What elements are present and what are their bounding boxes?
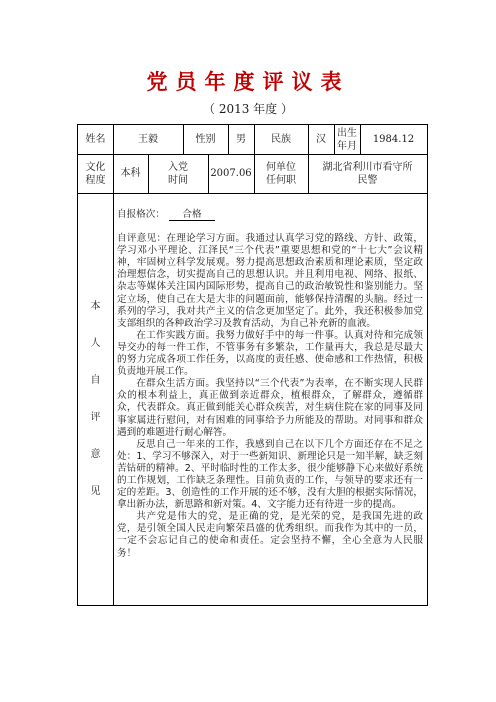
side-char: 自	[90, 375, 101, 386]
unit-label	[254, 154, 308, 193]
rating-value: 合格	[169, 209, 215, 221]
col-divider	[113, 193, 114, 605]
evaluation-form	[77, 124, 428, 606]
unit-value-line1: 湖北省利川市看守所	[322, 161, 413, 173]
name-value: 王毅	[138, 134, 158, 145]
join-label-line2: 时间	[168, 174, 188, 186]
education-label	[78, 154, 113, 193]
self-eval-side-label	[78, 193, 113, 605]
gender-value: 男	[236, 134, 246, 145]
eval-paragraph-reflection: 反思自己一年来的工作，我感到自己在以下几个方面还存在不足之处：1、学习不够深入，对于一些新知识、新理论只是一知半解，缺乏刻苦钻研的精神。2、平时临时性的工作太多，很少能够静下心来做好系统的工作规划，工作缺乏条理性。目前负责的工作，与领导的要求还有一定的差距。3、创造性的工作开展的还不够，没有大胆的根据实际情况，拿出新办法，新思路和新对策。4、文字能力还有待进一步的提高。	[117, 438, 423, 511]
eval-paragraph-work: 在工作实践方面。我努力做好手中的每一件事。认真对待和完成领导交办的每一件工作，不管事务有多繁杂，工作量再大，我总是尽最大的努力完成各项工作任务，以高度的责任感、使命感和工作热情，积极负责地开展工作。	[117, 329, 423, 378]
rating-label: 自报格次：	[117, 209, 165, 220]
eval-paragraph-pledge: 共产党是伟大的党，是正确的党，是光荣的党，是我国先进的政党，是引领全国人民走向繁荣昌盛的优秀组织。而我作为其中的一员，一定不会忘记自己的使命和责任。定会坚持不懈，全心全意为人民服务！	[117, 511, 423, 559]
eval-paragraph-theory: 自评意见：在理论学习方面。我通过认真学习党的路线、方针、政策，学习邓小平理论、江泽民“三个代表”重要思想和党的“十七大”会议精神，牢固树立科学发展观。努力提高思想政治素质和理论素质，坚定政治理想信念，切实提高自己的思想认识。并且利用电视、网络、报纸、杂志等媒体关注国内国际形势，提高自己的政治敏锐性和鉴别能力。坚定立场，使自己在大是大非的问题面前，能够保持清醒的头脑。经过一系列的学习，我对共产主义的信念更加坚定了。此外，我还积极参加党支部组织的各种政治学习及教育活动，为自己补充新的血液。	[117, 233, 423, 329]
self-eval-content	[117, 209, 423, 560]
unit-label-line1: 何单位	[266, 161, 296, 173]
birth-label	[334, 125, 360, 154]
unit-label-line2: 任何职	[266, 174, 296, 186]
ethnicity-label: 民族	[271, 134, 291, 145]
side-char: 本	[90, 301, 101, 312]
side-char: 评	[90, 412, 101, 423]
unit-value	[308, 154, 427, 193]
ethnicity-value: 汉	[316, 134, 326, 145]
join-label	[148, 154, 208, 193]
birth-value: 1984.12	[372, 134, 415, 145]
side-char: 见	[90, 486, 101, 497]
join-label-line1: 入党	[168, 161, 188, 173]
unit-value-line2: 民警	[357, 174, 378, 186]
education-label-line1: 文化	[85, 161, 106, 173]
gender-label: 性别	[195, 134, 216, 145]
page-title: 党员年度评议表	[146, 69, 350, 94]
join-value: 2007.06	[210, 168, 252, 179]
eval-paragraph-masses: 在群众生活方面。我坚持以“三个代表”为表率，在不断实现人民群众的根本利益上，真正做到亲近群众，植根群众，了解群众，遵循群众，代表群众。真正做到能关心群众疾苦，对生病住院在家的同事及同事家属进行慰问，对有困难的同事给予力所能及的帮助。对同事和群众遇到的难题进行耐心解答。	[117, 378, 423, 438]
birth-label-line2: 年月	[337, 140, 357, 152]
name-label: 姓名	[85, 134, 106, 145]
row-divider	[78, 193, 427, 194]
education-value: 本科	[120, 168, 141, 179]
birth-label-line1: 出生	[337, 127, 357, 139]
side-char: 意	[90, 449, 101, 460]
education-label-line2: 程度	[85, 174, 106, 186]
rating-line	[117, 209, 423, 221]
year-label: （ 2013 年度 ）	[203, 102, 293, 116]
side-char: 人	[90, 338, 101, 349]
